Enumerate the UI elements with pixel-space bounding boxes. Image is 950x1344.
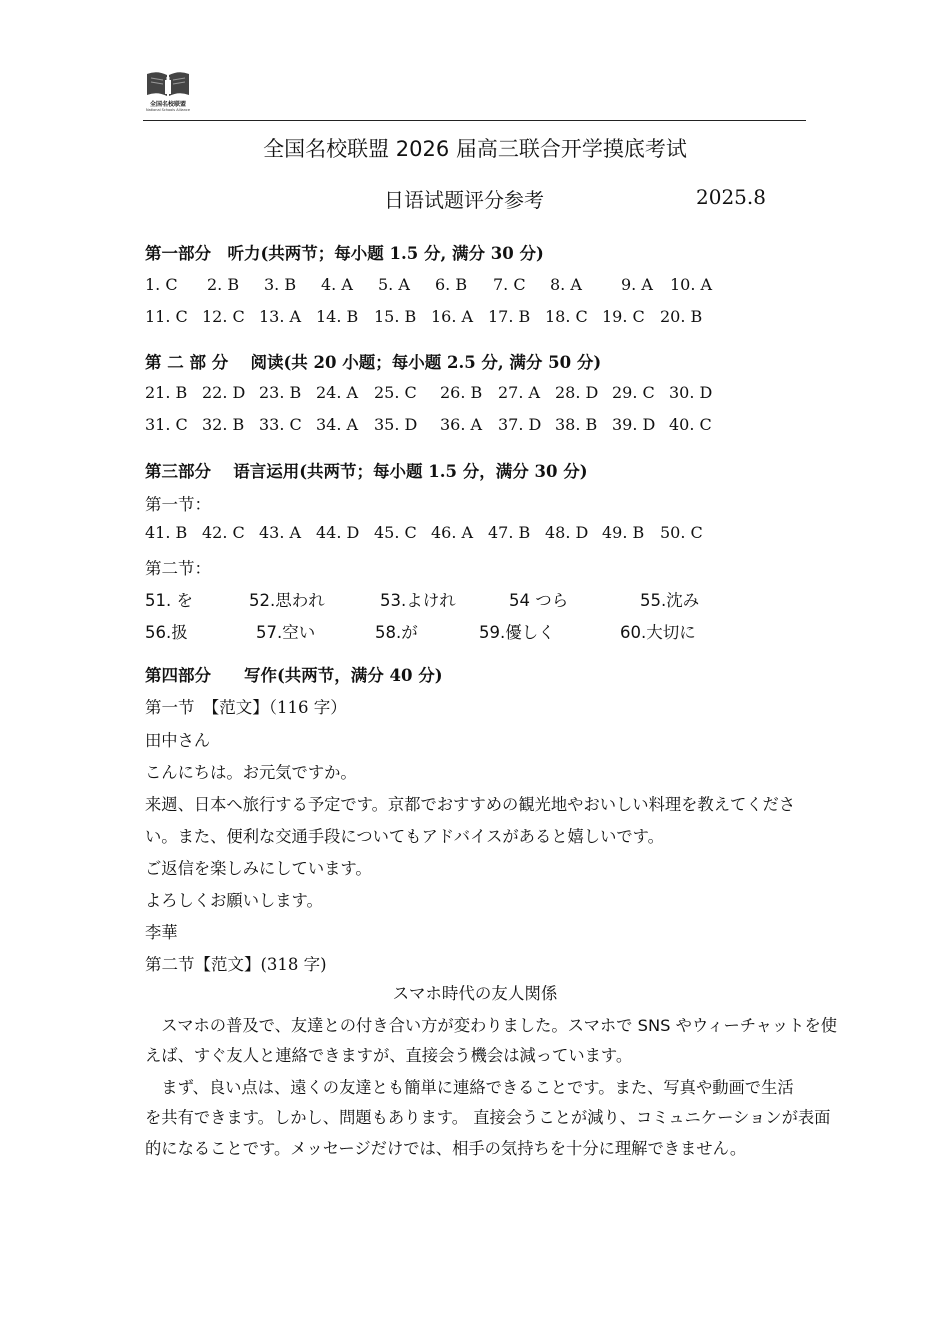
answer-item: 17. B xyxy=(488,307,531,326)
part3-heading: 第三部分 语言运用(共两节；每小题 1.5 分，满分 30 分) xyxy=(145,462,588,481)
answer-item: 14. B xyxy=(316,307,359,326)
answer-item: 56.扱 xyxy=(145,623,188,642)
answer-item: 16. A xyxy=(431,307,474,326)
part3-section1-label: 第一节： xyxy=(145,495,211,514)
logo-text-cn: 全国名校联盟 xyxy=(149,101,186,108)
letter-line: こんにちは。お元気ですか。 xyxy=(145,763,357,782)
answer-item: 30. D xyxy=(669,383,713,402)
answer-item: 42. C xyxy=(202,523,245,542)
answer-item: 23. B xyxy=(259,383,302,402)
answer-item: 1. C xyxy=(145,275,178,294)
answer-item: 48. D xyxy=(545,523,589,542)
essay-line: を共有できます。しかし、問題もあります。 直接会うことが減り、コミュニケーションが表面 xyxy=(145,1108,831,1127)
page-subtitle: 日语试题评分参考 xyxy=(384,188,544,212)
essay-line: スマホの普及で、友達との付き合い方が変わりました。スマホで SNS やウィーチャットを使 xyxy=(145,1016,838,1035)
answer-item: 11. C xyxy=(145,307,188,326)
answer-item: 33. C xyxy=(259,415,302,434)
answer-item: 54 つら xyxy=(509,591,569,610)
answer-item: 7. C xyxy=(493,275,526,294)
answer-item: 10. A xyxy=(670,275,713,294)
answer-item: 52.思われ xyxy=(249,591,325,610)
answer-item: 32. B xyxy=(202,415,245,434)
answer-item: 27. A xyxy=(498,383,541,402)
answer-item: 29. C xyxy=(612,383,655,402)
essay-line: 的になることです。メッセージだけでは、相手の気持ちを十分に理解できません。 xyxy=(145,1139,747,1158)
part4-section2-label: 第二节【范文】(318 字) xyxy=(145,955,327,974)
answer-item: 24. A xyxy=(316,383,359,402)
answer-item: 21. B xyxy=(145,383,188,402)
answer-item: 3. B xyxy=(264,275,297,294)
answer-item: 9. A xyxy=(621,275,653,294)
page-title: 全国名校联盟 2026 届高三联合开学摸底考试 xyxy=(263,137,687,161)
answer-item: 46. A xyxy=(431,523,474,542)
school-alliance-logo xyxy=(143,68,193,120)
header-rule xyxy=(143,120,806,121)
part4-heading: 第四部分 写作(共两节，满分 40 分) xyxy=(145,666,443,685)
answer-item: 4. A xyxy=(321,275,353,294)
part4-section1-label: 第一节 【范文】（116 字） xyxy=(145,698,347,717)
answer-item: 37. D xyxy=(498,415,542,434)
answer-item: 40. C xyxy=(669,415,712,434)
answer-item: 22. D xyxy=(202,383,246,402)
essay-line: まず、良い点は、遠くの友達とも簡単に連絡できることです。また、写真や動画で生活 xyxy=(145,1078,794,1097)
essay-title: スマホ時代の友人関係 xyxy=(392,984,558,1003)
answer-item: 51. を xyxy=(145,591,193,610)
letter-line: よろしくお願いします。 xyxy=(145,891,323,910)
answer-item: 59.優しく xyxy=(479,623,555,642)
answer-item: 60.大切に xyxy=(620,623,696,642)
part2-heading: 第 二 部 分 阅读(共 20 小题；每小题 2.5 分, 满分 50 分) xyxy=(145,353,602,372)
essay-line: えば、すぐ友人と連絡できますが、直接会う機会は減っています。 xyxy=(145,1046,633,1065)
answer-item: 38. B xyxy=(555,415,598,434)
part1-heading: 第一部分 听力(共两节；每小题 1.5 分, 满分 30 分) xyxy=(145,244,544,263)
answer-item: 26. B xyxy=(440,383,483,402)
answer-item: 36. A xyxy=(440,415,483,434)
answer-item: 58.が xyxy=(375,623,418,642)
answer-item: 41. B xyxy=(145,523,188,542)
letter-line: 田中さん xyxy=(145,731,211,750)
letter-line: い。また、便利な交通手段についてもアドバイスがあると嬉しいです。 xyxy=(145,827,664,846)
part3-section2-label: 第二节： xyxy=(145,559,211,578)
answer-item: 50. C xyxy=(660,523,703,542)
answer-item: 12. C xyxy=(202,307,245,326)
answer-item: 53.よけれ xyxy=(380,591,456,610)
exam-date: 2025.8 xyxy=(696,185,766,209)
open-book-icon xyxy=(143,68,193,98)
letter-line: 来週、日本へ旅行する予定です。京都でおすすめの観光地やおいしい料理を教えてくださ xyxy=(145,795,796,814)
answer-item: 39. D xyxy=(612,415,656,434)
answer-item: 2. B xyxy=(207,275,240,294)
answer-item: 43. A xyxy=(259,523,302,542)
answer-item: 13. A xyxy=(259,307,302,326)
answer-item: 18. C xyxy=(545,307,588,326)
answer-item: 5. A xyxy=(378,275,410,294)
answer-item: 20. B xyxy=(660,307,703,326)
answer-item: 25. C xyxy=(374,383,417,402)
answer-item: 49. B xyxy=(602,523,645,542)
answer-item: 34. A xyxy=(316,415,359,434)
answer-item: 19. C xyxy=(602,307,645,326)
letter-line: ご返信を楽しみにしています。 xyxy=(145,859,372,878)
logo-text-en: National Schools Alliance xyxy=(145,108,190,112)
answer-item: 6. B xyxy=(435,275,468,294)
answer-item: 47. B xyxy=(488,523,531,542)
answer-item: 44. D xyxy=(316,523,360,542)
answer-item: 45. C xyxy=(374,523,417,542)
answer-item: 15. B xyxy=(374,307,417,326)
answer-item: 8. A xyxy=(550,275,582,294)
answer-item: 55.沈み xyxy=(640,591,700,610)
answer-item: 57.空い xyxy=(256,623,316,642)
answer-item: 31. C xyxy=(145,415,188,434)
answer-item: 35. D xyxy=(374,415,418,434)
answer-item: 28. D xyxy=(555,383,599,402)
letter-line: 李華 xyxy=(145,923,178,942)
